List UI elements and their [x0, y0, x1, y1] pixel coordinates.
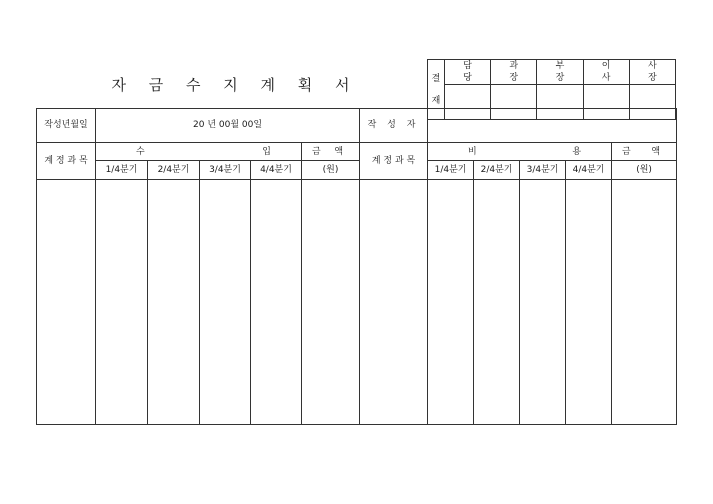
expense-q2-cell[interactable] [474, 179, 520, 424]
expense-section-header [428, 142, 612, 160]
writer-label: 작 성 자 [360, 109, 428, 143]
expense-quarter-header: 2/4분기 [474, 161, 520, 179]
expense-amount-right: 액 [651, 146, 661, 157]
income-account-label: 계 정 과 목 [37, 142, 96, 179]
income-section-header [96, 142, 302, 160]
income-q4-cell[interactable] [251, 179, 302, 424]
expense-q1-cell[interactable] [428, 179, 474, 424]
income-q2-cell[interactable] [148, 179, 200, 424]
income-quarter-header: 2/4분기 [148, 161, 200, 179]
income-account-cell[interactable] [37, 179, 96, 424]
income-amount-right: 액 [334, 146, 344, 157]
expense-q3-cell[interactable] [520, 179, 566, 424]
income-quarter-header: 3/4분기 [200, 161, 251, 179]
expense-quarter-header: 4/4분기 [566, 161, 612, 179]
approval-side-top: 결 [431, 73, 441, 84]
plan-table [36, 108, 677, 425]
expense-account-cell[interactable] [360, 179, 428, 424]
expense-account-label: 계 정 과 목 [360, 142, 428, 179]
expense-quarter-header: 3/4분기 [520, 161, 566, 179]
approval-role: 과 장 [491, 60, 537, 85]
expense-section-left: 비 [468, 146, 477, 157]
income-amount-cell[interactable] [302, 179, 360, 424]
income-amount-left: 금 [312, 146, 321, 157]
income-unit: (원) [302, 161, 360, 179]
income-quarter-header: 1/4분기 [96, 161, 148, 179]
approval-role: 이 사 [583, 60, 629, 85]
approval-side-bottom: 재 [431, 95, 441, 106]
writer-value[interactable] [428, 109, 677, 143]
expense-amount-left: 금 [622, 146, 631, 157]
income-quarter-header: 4/4분기 [251, 161, 302, 179]
date-value[interactable]: 20 년 00월 00일 [96, 109, 360, 143]
income-section-right: 입 [262, 146, 271, 157]
income-q1-cell[interactable] [96, 179, 148, 424]
income-amount-header [302, 142, 360, 160]
expense-unit: (원) [612, 161, 677, 179]
approval-role: 담 당 [445, 60, 491, 85]
expense-section-right: 용 [572, 146, 582, 157]
date-label: 작성년월일 [37, 109, 96, 143]
expense-amount-header [612, 142, 677, 160]
income-section-left: 수 [136, 146, 145, 157]
expense-q4-cell[interactable] [566, 179, 612, 424]
income-q3-cell[interactable] [200, 179, 251, 424]
approval-role: 사 장 [629, 60, 675, 85]
expense-quarter-header: 1/4분기 [428, 161, 474, 179]
document-title: 자 금 수 지 계 획 서 [111, 76, 359, 94]
expense-amount-cell[interactable] [612, 179, 677, 424]
approval-role: 부 장 [537, 60, 583, 85]
